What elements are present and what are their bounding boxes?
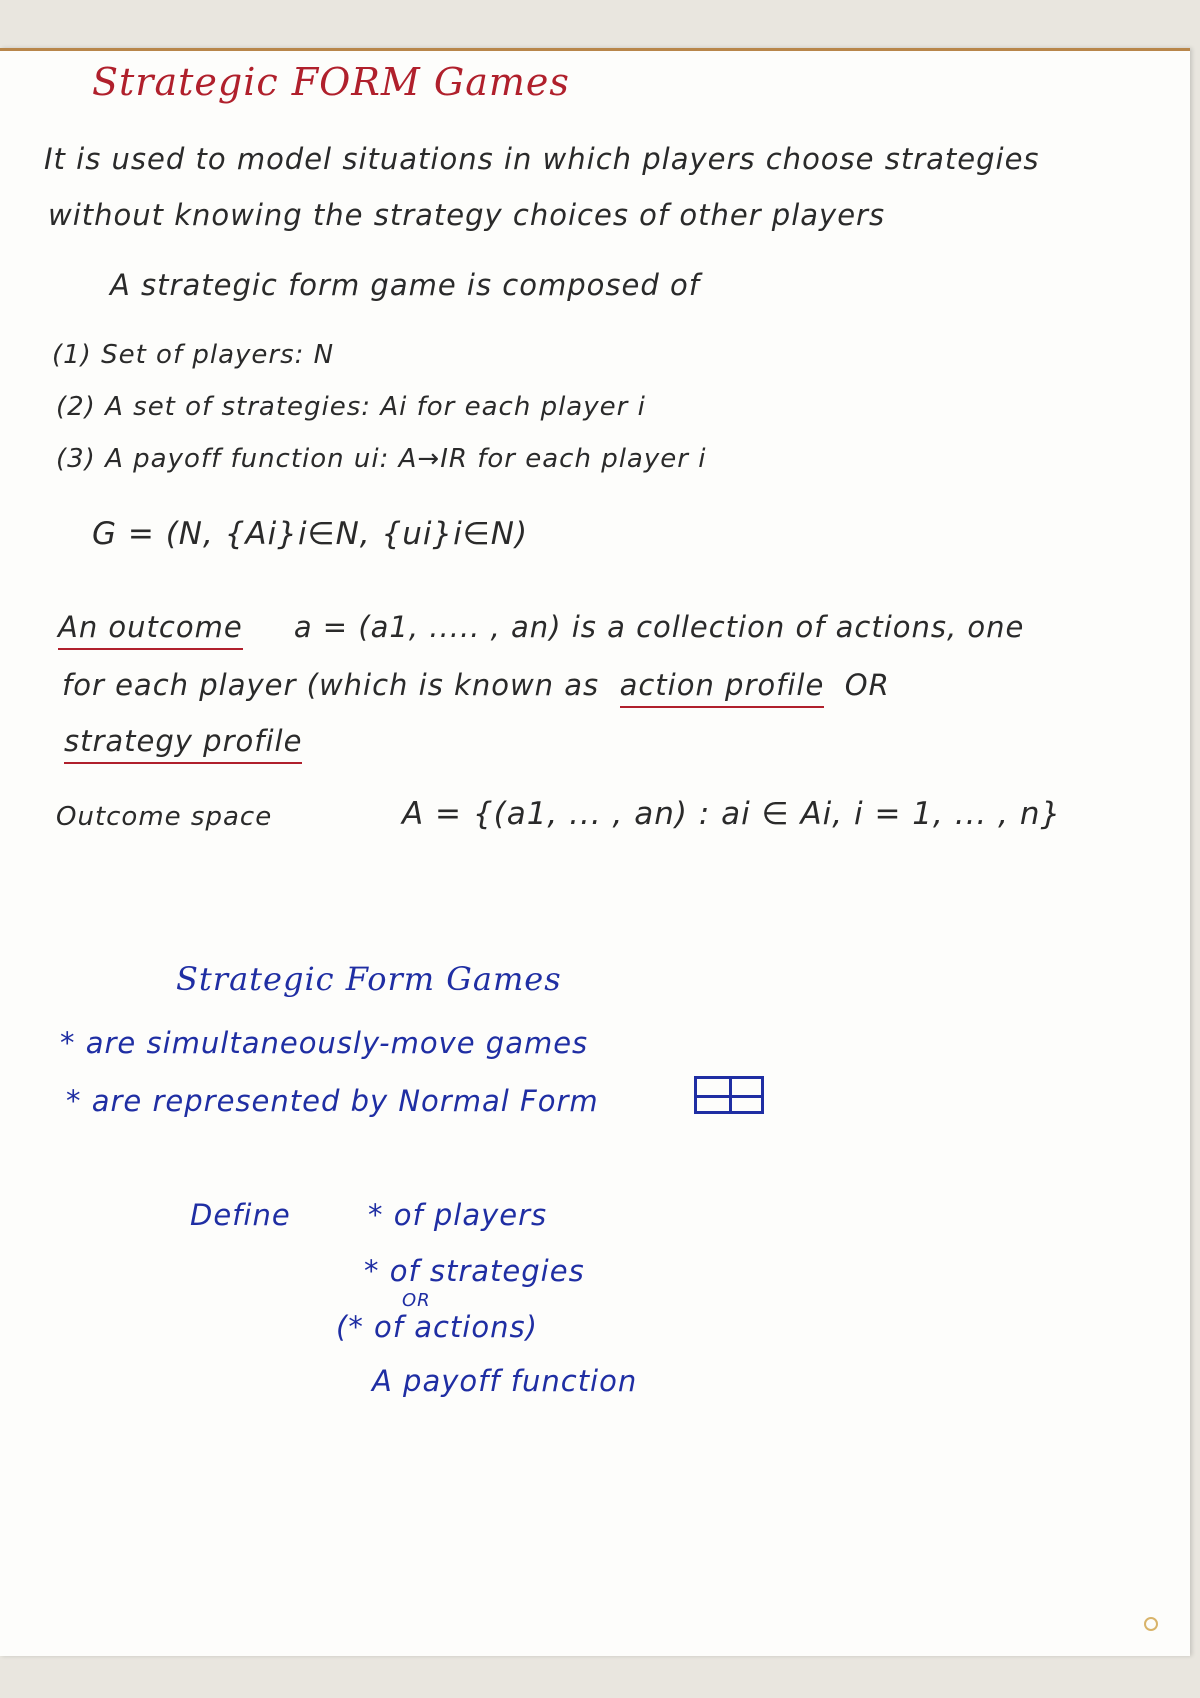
or-word: OR	[844, 668, 890, 702]
outcome-line-2-start: for each player (which is known as	[62, 668, 600, 702]
intro-line-1: It is used to model situations in which players choose strategies	[44, 142, 1040, 176]
outcome-line-2	[62, 668, 890, 702]
section2-title: Strategic Form Games	[176, 960, 562, 998]
composed-intro: A strategic form game is composed of	[110, 268, 700, 302]
game-tuple: G = (N, {Ai}i∈N, {ui}i∈N)	[92, 516, 529, 552]
define-item-2: * of strategies	[364, 1254, 585, 1288]
component-3: (3) A payoff function ui: A→IR for each player i	[56, 444, 707, 474]
outcome-line-3	[64, 724, 302, 758]
action-profile-term: action profile	[620, 668, 825, 708]
outcome-line-1	[58, 610, 1024, 644]
section2-bullet-2: * are represented by Normal Form	[66, 1084, 599, 1118]
section2-bullet-1: * are simultaneously-move games	[60, 1026, 589, 1060]
table-grid-icon	[694, 1076, 764, 1114]
outcome-term: An outcome	[58, 610, 243, 650]
outcome-space-formula: A = {(a1, ... , an) : ai ∈ Ai, i = 1, ... , n}	[402, 796, 1062, 832]
define-item-1: * of players	[368, 1198, 548, 1232]
component-1: (1) Set of players: N	[52, 340, 335, 370]
or-note: OR	[402, 1290, 431, 1311]
page-title: Strategic FORM Games	[92, 60, 570, 104]
intro-line-2: without knowing the strategy choices of other players	[48, 198, 886, 232]
punch-hole-mark	[1144, 1617, 1158, 1631]
strategy-profile-term: strategy profile	[64, 724, 302, 764]
outcome-space-label: Outcome space	[56, 802, 273, 832]
define-item-3: (* of actions)	[336, 1310, 538, 1344]
define-label: Define	[190, 1198, 291, 1232]
component-2: (2) A set of strategies: Ai for each player i	[56, 392, 646, 422]
define-item-4: A payoff function	[372, 1364, 638, 1398]
outcome-definition: a = (a1, ..... , an) is a collection of actions, one	[293, 610, 1025, 644]
